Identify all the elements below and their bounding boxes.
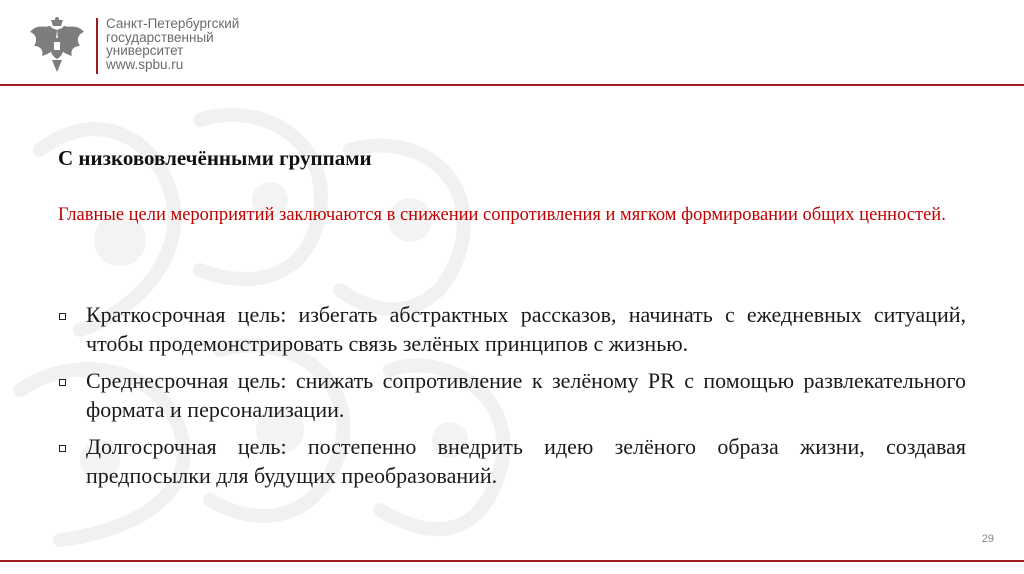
university-name-line-1: Санкт-Петербургский	[106, 16, 240, 31]
list-item	[58, 432, 966, 490]
list-item-text: Долгосрочная цель: постепенно внедрить идею зелёного образа жизни, создавая предпосылки для будущих преобразований.	[86, 434, 966, 488]
double-headed-eagle-crest-icon	[28, 16, 86, 74]
university-website[interactable]: www.spbu.ru	[106, 56, 184, 72]
bullet-list	[58, 300, 966, 498]
page-number: 29	[981, 533, 994, 545]
footer-rule	[0, 560, 1024, 562]
header-divider	[96, 18, 98, 74]
hollow-square-bullet-icon	[59, 379, 66, 386]
list-item-text: Краткосрочная цель: избегать абстрактных рассказов, начинать с ежедневных ситуаций, чтобы продемонстрировать связь зелёных принципов с жизнью.	[86, 302, 966, 356]
university-name	[106, 17, 346, 71]
hollow-square-bullet-icon	[59, 313, 66, 320]
university-name-line-3: университет	[106, 43, 184, 58]
list-item-text: Среднесрочная цель: снижать сопротивление к зелёному PR с помощью развлекательного формата и персонализации.	[86, 368, 966, 422]
lead-paragraph: Главные цели мероприятий заключаются в снижении сопротивления и мягком формировании общих ценностей.	[58, 205, 946, 225]
slide-heading: С низкововлечёнными группами	[58, 146, 372, 170]
header-rule	[0, 84, 1024, 86]
university-name-line-2: государственный	[106, 29, 214, 45]
list-item	[58, 300, 966, 358]
hollow-square-bullet-icon	[59, 445, 66, 452]
list-item	[58, 366, 966, 424]
